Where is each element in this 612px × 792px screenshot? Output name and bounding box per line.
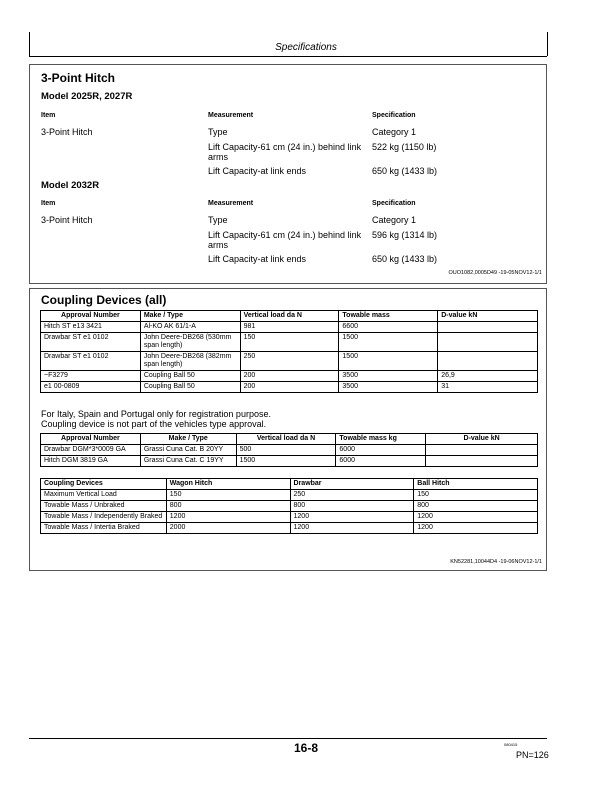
table-cell: 1200 <box>166 512 290 523</box>
approval-header-cell: Vertical load da N <box>240 311 339 322</box>
capacity-header-cell: Ball Hitch <box>414 479 538 490</box>
table-cell: Drawbar DGM*3*0009 GA <box>41 445 141 456</box>
table-cell: 31 <box>438 382 538 393</box>
col-spec-2: Specification <box>372 200 416 207</box>
col-item-1: Item <box>41 112 56 119</box>
m1-r3-measurement: Lift Capacity-at link ends <box>208 166 307 176</box>
col-spec-1: Specification <box>372 112 416 119</box>
m1-r2-spec: 522 kg (1150 lb) <box>372 142 437 152</box>
approval-header-cell: Towable mass <box>339 311 438 322</box>
table-cell <box>438 333 538 352</box>
m2-r3-measurement: Lift Capacity-at link ends <box>208 254 307 264</box>
table-cell: 1500 <box>236 456 336 467</box>
capacity-header-cell: Wagon Hitch <box>166 479 290 490</box>
table-cell: 150 <box>414 490 538 501</box>
table-cell: John Deere-DB268 (530mm span length) <box>140 333 240 352</box>
footer-rule <box>29 738 547 739</box>
approval-table-header <box>41 311 538 322</box>
table-cell: 200 <box>240 382 339 393</box>
model-1-name: Model 2025R, 2027R <box>41 91 133 102</box>
table-row <box>41 322 538 333</box>
table-cell: 800 <box>290 501 414 512</box>
table-row <box>41 501 538 512</box>
m2-r2-measurement: Lift Capacity-61 cm (24 in.) behind link arms <box>208 230 362 250</box>
table-cell: Hitch ST e13 3421 <box>41 322 141 333</box>
model-2-name: Model 2032R <box>41 180 100 191</box>
m2-r2-spec: 596 kg (1314 lb) <box>372 230 438 240</box>
table-cell: 250 <box>240 352 339 371</box>
table-cell: John Deere-DB268 (382mm span length) <box>140 352 240 371</box>
capacity-table-header <box>41 479 538 490</box>
note-line-1: For Italy, Spain and Portugal only for registration purpose. <box>41 409 271 419</box>
table-cell: Maximum Vertical Load <box>41 490 167 501</box>
table-cell: Towable Mass / Unbraked <box>41 501 167 512</box>
table-cell: 150 <box>240 333 339 352</box>
m2-r1-spec: Category 1 <box>372 215 417 225</box>
table-cell: Al-KO AK 61/1-A <box>140 322 240 333</box>
table-cell: 6000 <box>336 456 426 467</box>
table-cell: 150 <box>166 490 290 501</box>
col-item-2: Item <box>41 200 56 207</box>
m2-r1-item: 3-Point Hitch <box>41 215 93 225</box>
table-cell: 200 <box>240 371 339 382</box>
table-row <box>41 523 538 534</box>
approval-table <box>40 310 538 393</box>
m2-r1-measurement: Type <box>208 215 228 225</box>
table-cell: 1500 <box>339 333 438 352</box>
col-measurement-2: Measurement <box>208 200 254 207</box>
table-row <box>41 445 538 456</box>
table-row <box>41 512 538 523</box>
table-cell: Grassi Cuna Cat. C 19YY <box>140 456 236 467</box>
page-header-title: Specifications <box>275 42 337 53</box>
table-cell: 981 <box>240 322 339 333</box>
print-code: 080415 <box>504 742 518 747</box>
table-cell: Coupling Ball 50 <box>140 371 240 382</box>
m1-r3-spec: 650 kg (1433 lb) <box>372 166 438 176</box>
registration-header-cell: D-value kN <box>426 434 538 445</box>
registration-table <box>40 433 538 467</box>
m2-r3-spec: 650 kg (1433 lb) <box>372 254 438 264</box>
table-cell: Towable Mass / Independently Braked <box>41 512 167 523</box>
table-row <box>41 333 538 352</box>
coupling-reference-code: KN52281,10044D4 -19-06NOV12-1/1 <box>450 559 542 565</box>
table-cell: 500 <box>236 445 336 456</box>
table-cell: 26,9 <box>438 371 538 382</box>
table-row <box>41 371 538 382</box>
table-cell: Drawbar ST e1 0102 <box>41 352 141 371</box>
table-cell: 2000 <box>166 523 290 534</box>
table-cell <box>438 322 538 333</box>
table-cell: 3500 <box>339 371 438 382</box>
registration-table-header <box>41 434 538 445</box>
capacity-header-cell: Coupling Devices <box>41 479 167 490</box>
registration-header-cell: Approval Number <box>41 434 141 445</box>
registration-header-cell: Vertical load da N <box>236 434 336 445</box>
table-cell: Coupling Ball 50 <box>140 382 240 393</box>
note-line-2: Coupling device is not part of the vehicles type approval. <box>41 419 267 429</box>
table-cell: 3500 <box>339 382 438 393</box>
table-cell: 800 <box>414 501 538 512</box>
pn-number: PN=126 <box>516 750 549 760</box>
table-row <box>41 456 538 467</box>
table-cell: 1200 <box>290 523 414 534</box>
page-number: 16-8 <box>293 741 319 755</box>
header-rule <box>29 56 547 57</box>
table-cell: 250 <box>290 490 414 501</box>
hitch-reference-code: OUO1082,0005D49 -19-05NOV12-1/1 <box>448 270 542 276</box>
table-cell: 1200 <box>414 512 538 523</box>
m1-r1-spec: Category 1 <box>372 127 417 137</box>
capacity-header-cell: Drawbar <box>290 479 414 490</box>
table-cell: Drawbar ST e1 0102 <box>41 333 141 352</box>
table-cell: 1500 <box>339 352 438 371</box>
table-cell: 1200 <box>290 512 414 523</box>
table-cell <box>438 352 538 371</box>
table-cell: 800 <box>166 501 290 512</box>
table-cell: e1 00-0809 <box>41 382 141 393</box>
m1-r1-item: 3-Point Hitch <box>41 127 93 137</box>
registration-header-cell: Make / Type <box>140 434 236 445</box>
table-cell: Grassi Cuna Cat. B 20YY <box>140 445 236 456</box>
table-row <box>41 352 538 371</box>
table-row <box>41 382 538 393</box>
coupling-capacity-table <box>40 478 538 534</box>
table-cell: 6600 <box>339 322 438 333</box>
approval-header-cell: Approval Number <box>41 311 141 322</box>
table-cell: Towable Mass / Intertia Braked <box>41 523 167 534</box>
m1-r1-measurement: Type <box>208 127 228 137</box>
table-cell: Hitch DGM 3819 GA <box>41 456 141 467</box>
col-measurement-1: Measurement <box>208 112 254 119</box>
table-cell <box>426 456 538 467</box>
table-cell: 1200 <box>414 523 538 534</box>
table-cell: ~F3279 <box>41 371 141 382</box>
m1-r2-measurement: Lift Capacity-61 cm (24 in.) behind link arms <box>208 142 362 162</box>
table-cell <box>426 445 538 456</box>
registration-header-cell: Towable mass kg <box>336 434 426 445</box>
coupling-title: Coupling Devices (all) <box>41 293 167 307</box>
hitch-title: 3-Point Hitch <box>41 71 115 85</box>
approval-header-cell: Make / Type <box>140 311 240 322</box>
table-cell: 6000 <box>336 445 426 456</box>
approval-header-cell: D-value kN <box>438 311 538 322</box>
table-row <box>41 490 538 501</box>
